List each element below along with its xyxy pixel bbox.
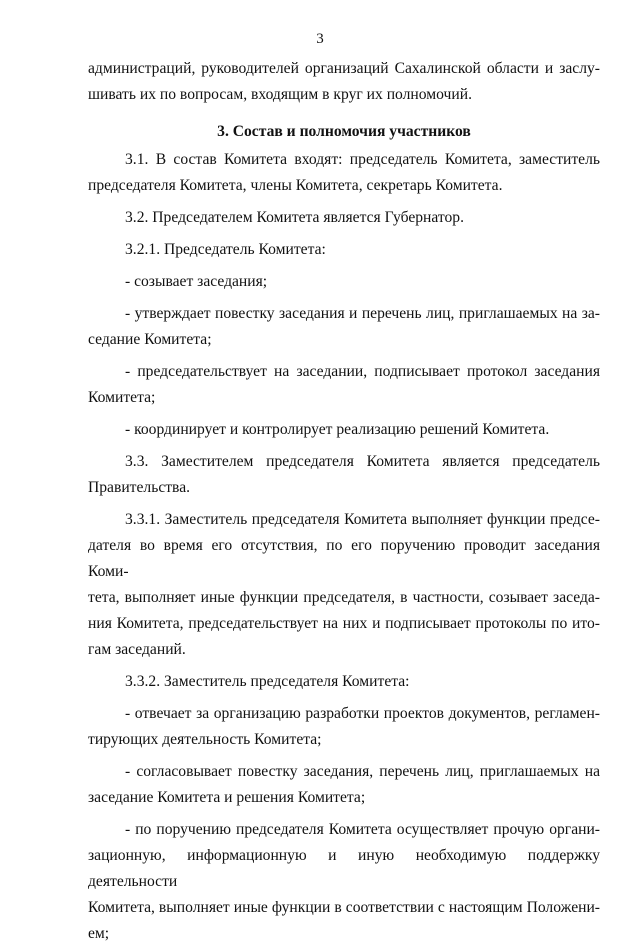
- list-item: [88, 269, 600, 295]
- text-line: 3.3. Заместителем председателя Комитета является председатель: [125, 453, 600, 470]
- text-line: 3.1. В состав Комитета входят: председатель Комитета, заместитель: [125, 151, 600, 168]
- paragraph: [88, 56, 600, 108]
- paragraph: [88, 147, 600, 199]
- text-line: 3.3.1. Заместитель председателя Комитета выполняет функции предсе-: [125, 511, 600, 528]
- list-item: [88, 359, 600, 411]
- list-item: [88, 701, 600, 753]
- text-line: администраций, руководителей организаций Сахалинской области и заслу-: [88, 60, 600, 77]
- text-line: - председательствует на заседании, подписывает протокол заседания: [125, 363, 600, 380]
- text-line: - отвечает за организацию разработки проектов документов, регламен-: [125, 705, 600, 722]
- text-line: тирующих деятельность Комитета;: [88, 731, 322, 748]
- text-line: 3.2. Председателем Комитета является Губернатор.: [125, 209, 465, 226]
- text-line: Комитета;: [88, 389, 156, 406]
- text-line: шивать их по вопросам, входящим в круг их полномочий.: [88, 86, 472, 103]
- text-line: - утверждает повестку заседания и перечень лиц, приглашаемых на за-: [125, 305, 600, 322]
- paragraph: [88, 669, 600, 695]
- paragraph: [88, 237, 600, 263]
- text-line: - согласовывает повестку заседания, перечень лиц, приглашаемых на: [125, 763, 600, 780]
- text-line: заседание Комитета и решения Комитета;: [88, 789, 366, 806]
- text-line: 3.2.1. Председатель Комитета:: [125, 241, 326, 258]
- text-line: ния Комитета, председательствует на них и подписывает протоколы по ито-: [88, 615, 600, 632]
- text-line: - созывает заседания;: [125, 273, 268, 290]
- text-line: председателя Комитета, члены Комитета, секретарь Комитета.: [88, 177, 503, 194]
- text-line: - по поручению председателя Комитета осуществляет прочую органи-: [125, 821, 600, 838]
- paragraph: [88, 507, 600, 663]
- paragraph: [88, 449, 600, 501]
- list-item: [88, 817, 600, 947]
- text-line: тета, выполняет иные функции председателя, в частности, созывает заседа-: [88, 589, 600, 606]
- text-line: дателя во время его отсутствия, по его поручению проводит заседания Коми-: [88, 537, 600, 580]
- text-line: ем;: [88, 925, 110, 942]
- list-item: [88, 759, 600, 811]
- text-line: седание Комитета;: [88, 331, 212, 348]
- list-item: [88, 417, 600, 443]
- text-line: Комитета, выполняет иные функции в соответствии с настоящим Положени-: [88, 899, 600, 916]
- text-line: Правительства.: [88, 479, 191, 496]
- text-line: гам заседаний.: [88, 641, 186, 658]
- text-line: 3.3.2. Заместитель председателя Комитета:: [125, 673, 410, 690]
- page-number: 3: [316, 31, 324, 47]
- section-heading: 3. Состав и полномочия участников: [217, 123, 471, 140]
- document-body: [88, 56, 600, 947]
- text-line: зационную, информационную и иную необходимую поддержку деятельности: [88, 847, 600, 890]
- list-item: [88, 301, 600, 353]
- text-line: - координирует и контролирует реализацию решений Комитета.: [125, 421, 550, 438]
- paragraph: [88, 205, 600, 231]
